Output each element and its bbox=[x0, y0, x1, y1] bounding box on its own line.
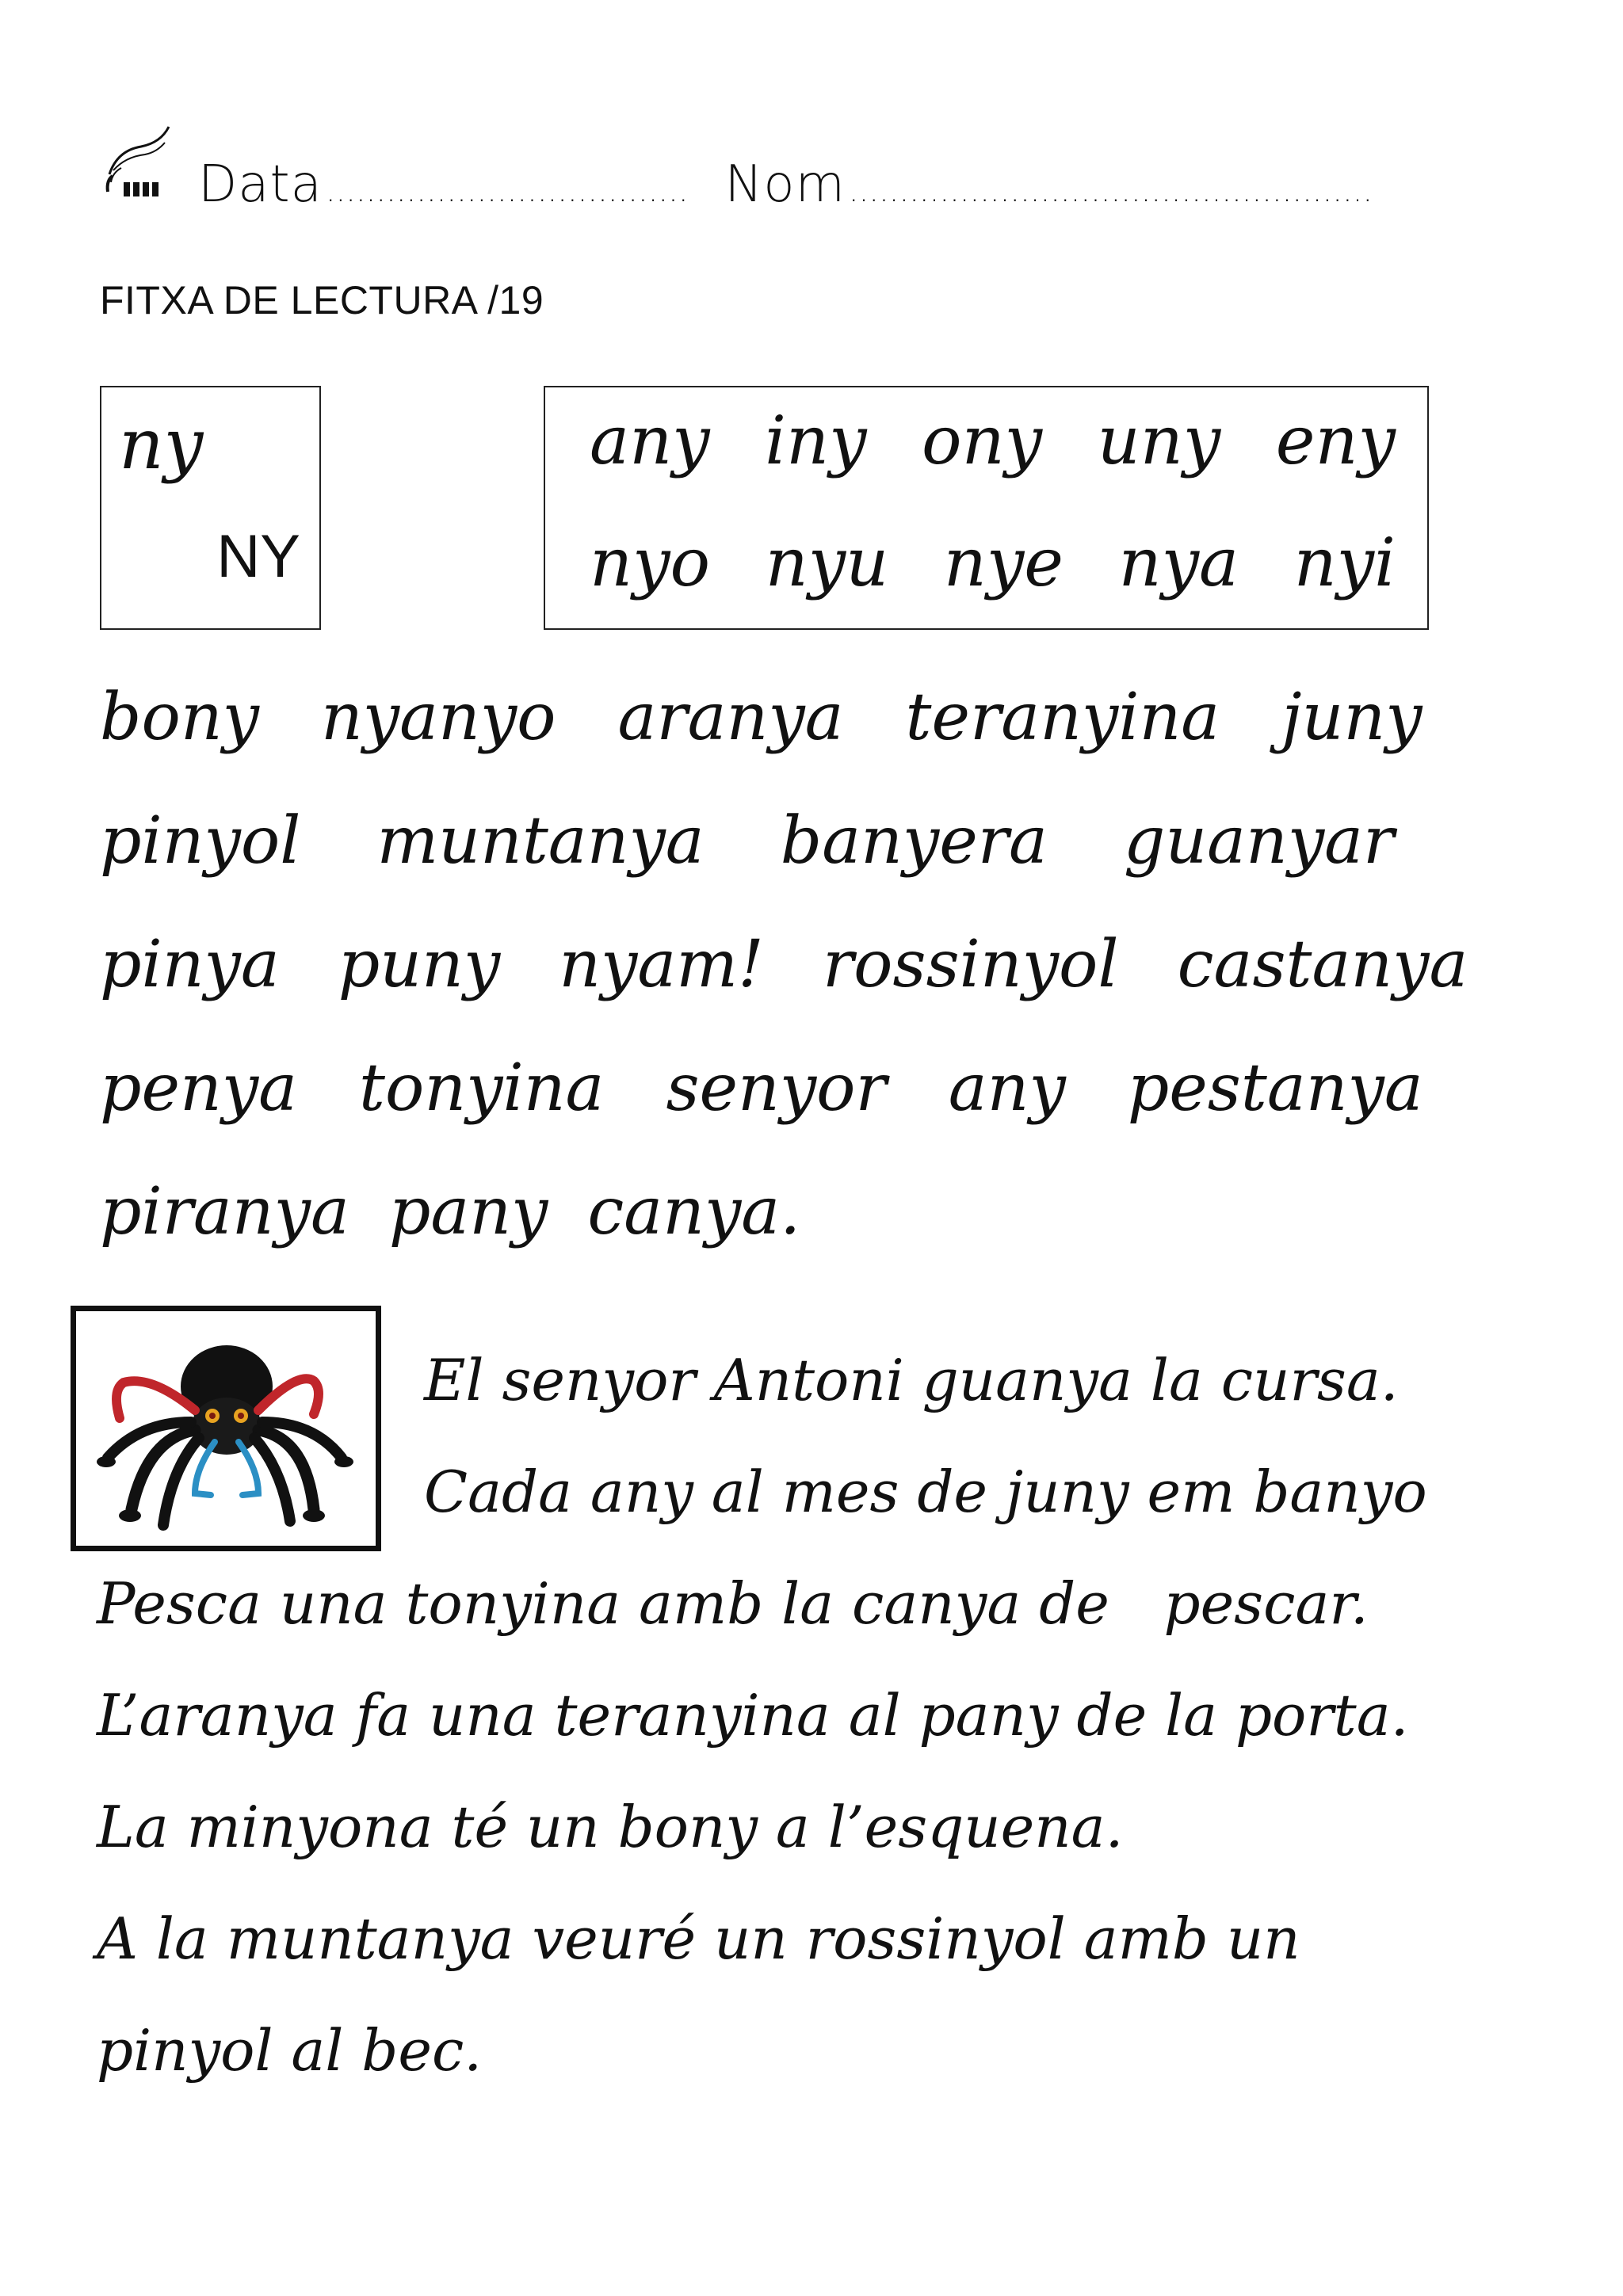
letter-uppercase: NY bbox=[216, 523, 300, 590]
letter-box bbox=[100, 386, 321, 630]
name-label: Nom bbox=[724, 155, 846, 214]
word: bony bbox=[100, 680, 259, 755]
syllable: nyo bbox=[590, 524, 711, 601]
word: guanyar bbox=[1123, 803, 1395, 879]
syllable: nyu bbox=[765, 524, 889, 601]
word-line bbox=[100, 1051, 1423, 1146]
spider-icon bbox=[76, 1311, 376, 1546]
syllable: uny bbox=[1097, 402, 1221, 479]
word: puny bbox=[338, 927, 501, 1002]
syllable: any bbox=[590, 402, 710, 479]
word-line bbox=[100, 927, 1468, 1022]
word: pinya bbox=[100, 927, 280, 1002]
sentence: pinyol al bec. bbox=[97, 2017, 483, 2084]
syllable: nyi bbox=[1293, 524, 1396, 601]
word-line bbox=[100, 803, 1394, 898]
syllable: nye bbox=[943, 524, 1064, 601]
date-field[interactable]: .................................... bbox=[325, 173, 689, 209]
date-label: Data bbox=[198, 155, 323, 214]
word-line bbox=[100, 1174, 800, 1269]
word: muntanya bbox=[376, 803, 705, 879]
syllable-box bbox=[544, 386, 1429, 630]
word-line bbox=[100, 680, 1423, 775]
word: juny bbox=[1281, 680, 1423, 755]
syllable-row bbox=[590, 402, 1396, 489]
word: senyor bbox=[666, 1051, 887, 1126]
word: nyanyo bbox=[321, 680, 556, 755]
pencil-scribble-logo-icon bbox=[101, 119, 181, 206]
letter-lowercase: ny bbox=[119, 403, 204, 485]
sentence: Cada any al mes de juny em banyo bbox=[424, 1459, 1427, 1525]
name-field[interactable]: .................................................... bbox=[848, 173, 1373, 209]
word: castanya bbox=[1177, 927, 1468, 1002]
syllable: eny bbox=[1275, 402, 1396, 479]
word: any bbox=[948, 1051, 1066, 1126]
word: canya. bbox=[587, 1174, 801, 1249]
word: penya bbox=[100, 1051, 298, 1126]
syllable: nya bbox=[1118, 524, 1239, 601]
word: tonyina bbox=[359, 1051, 605, 1126]
sentence: Pesca una tonyina amb la canya de pescar. bbox=[97, 1570, 1369, 1637]
word: aranya bbox=[617, 680, 844, 755]
word: teranyina bbox=[905, 680, 1220, 755]
word: rossinyol bbox=[822, 927, 1119, 1002]
sentence: El senyor Antoni guanya la cursa. bbox=[424, 1347, 1399, 1413]
word: nyam! bbox=[559, 927, 764, 1002]
syllable: iny bbox=[765, 402, 867, 479]
sentence: L’aranya fa una teranyina al pany de la porta. bbox=[97, 1682, 1409, 1749]
syllable: ony bbox=[922, 402, 1043, 479]
sentence: A la muntanya veuré un rossinyol amb un bbox=[97, 1905, 1300, 1972]
header-fields bbox=[198, 155, 1373, 214]
word: pany bbox=[388, 1174, 548, 1249]
syllable-row bbox=[590, 524, 1396, 611]
word: pinyol bbox=[100, 803, 301, 879]
word: piranya bbox=[100, 1174, 349, 1249]
spider-picture bbox=[71, 1306, 381, 1551]
word: pestanya bbox=[1127, 1051, 1423, 1126]
sheet-title: FITXA DE LECTURA /19 bbox=[100, 278, 544, 322]
sentence: La minyona té un bony a l’esquena. bbox=[97, 1794, 1124, 1860]
word: banyera bbox=[780, 803, 1048, 879]
